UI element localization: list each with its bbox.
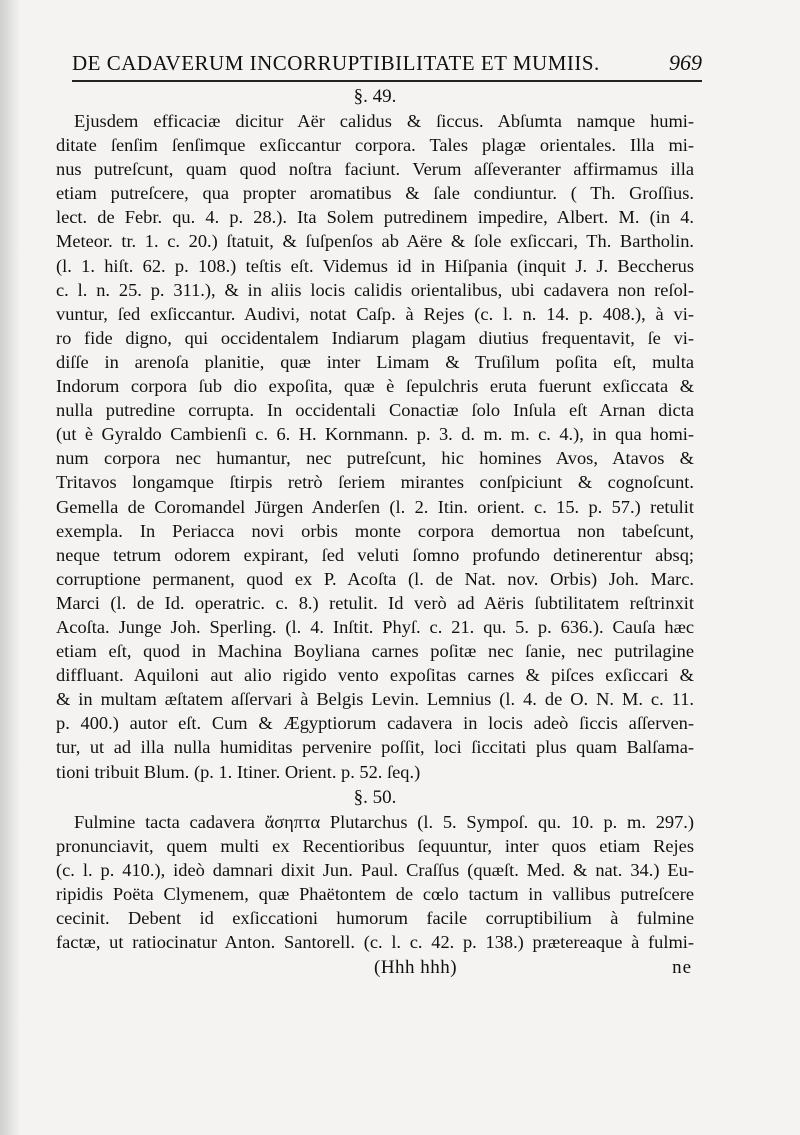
text-line: c. l. n. 25. p. 311.), & in aliis locis calidis orientalibus, ubi cadavera non reſol-: [56, 279, 694, 300]
text-line: num corpora nec humantur, nec putreſcunt, hic homines Avos, Atavos &: [56, 448, 694, 469]
page-footer: [56, 956, 694, 980]
section-mark-49: §. 49.: [353, 86, 397, 107]
text-line: (ut è Gyraldo Cambienſi c. 6. H. Kornmann. p. 3. d. m. m. c. 4.), in qua homi-: [56, 424, 694, 445]
text-line: ro fide digno, qui occidentalem Indiarum plagam diutius frequentavit, ſe vi-: [56, 327, 694, 348]
text-line: ripidis Poëta Clymenem, quæ Phaëtontem de cœlo tactum in vallibus putreſcere: [56, 883, 694, 904]
text-line: p. 400.) autor eſt. Cum & Ægyptiorum cadavera in locis adeò ſiccis aſſerven-: [56, 713, 694, 734]
text-line: etiam putreſcere, qua propter aromatibus & ſale condiuntur. ( Th. Groſſius.: [56, 183, 694, 204]
text-line: factæ, ut ratiocinatur Anton. Santorell. (c. l. c. 42. p. 138.) prætereaque à fulmi-: [56, 932, 694, 953]
text-line: diffluant. Aquiloni aut alio rigido vento expoſitas carnes & piſces exſiccari &: [56, 665, 694, 686]
text-line: vuntur, ſed exſiccantur. Audivi, notat Caſp. à Rejes (c. l. n. 14. p. 408.), à vi-: [56, 303, 694, 324]
text-line: (c. l. p. 410.), ideò damnari dixit Jun. Paul. Craſſus (quæſt. Med. & nat. 34.) Eu-: [56, 859, 694, 880]
text-line: Meteor. tr. 1. c. 20.) ſtatuit, & ſuſpenſos ab Aëre & ſole exſiccari, Th. Bartholin.: [56, 231, 694, 252]
text-line: etiam eſt, quod in Machina Boyliana carnes poſitæ nec ſanie, nec putrilagine: [56, 641, 694, 662]
text-line: Acoſta. Junge Joh. Sperling. (l. 4. Inſtit. Phyſ. c. 21. qu. 5. p. 636.). Cauſa hæc: [56, 616, 694, 637]
section-50-text: [56, 810, 694, 955]
text-line: nulla putredine corrupta. In occidentali Conactiæ ſolo Inſula eſt Arnan dicta: [56, 400, 694, 421]
text-line: corruptione permanent, quod ex P. Acoſta (l. de Nat. nov. Orbis) Joh. Marc.: [56, 568, 694, 589]
text-line: Gemella de Coromandel Jürgen Anderſen (l. 2. Itin. orient. c. 15. p. 57.) retulit: [56, 496, 694, 517]
text-line: Indorum corpora ſub dio expoſita, quæ è ſepulchris eruta fuerunt exſiccata &: [56, 376, 694, 397]
page-number: 969: [669, 50, 702, 75]
text-line: Tritavos longamque ſtirpis retrò ſeriem mirantes conſpiciunt & cognoſcunt.: [56, 472, 694, 493]
text-line: diſſe in arenoſa planitie, quæ inter Limam & Truſilum poſita eſt, multa: [56, 351, 694, 372]
text-line: tioni tribuit Blum. (p. 1. Itiner. Orient. p. 52. ſeq.): [56, 761, 421, 782]
signature-mark: (Hhh hhh): [374, 957, 458, 979]
text-line: cecinit. Debent id exſiccationi humorum facile corruptibilium à fulmine: [56, 908, 694, 928]
text-line: ditate ſenſim ſenſimque exſiccantur corpora. Tales plagæ orientales. Illa mi-: [56, 135, 694, 156]
section-49-text: [56, 109, 694, 784]
page-gutter-shadow: [0, 0, 20, 1135]
text-line: Marci (l. de Id. operatric. c. 8.) retulit. Id verò ad Aëris ſubtilitatem reſtrinxit: [56, 592, 694, 613]
text-line: (l. 1. hiſt. 62. p. 108.) teſtis eſt. Videmus id in Hiſpania (inquit J. J. Beccherus: [56, 255, 694, 276]
text-line: nus putreſcunt, quam quod noſtra faciunt. Verum aſſeveranter affirmamus illa: [56, 159, 694, 180]
section-mark-50: §. 50.: [353, 786, 397, 808]
text-line: Ejusdem efficaciæ dicitur Aër calidus & ſiccus. Abſumta namque humi-: [74, 111, 694, 131]
text-line: Fulmine tacta cadavera ἄσηπτα Plutarchus (l. 5. Sympoſ. qu. 10. p. m. 297.): [74, 811, 694, 832]
text-line: lect. de Febr. qu. 4. p. 28.). Ita Solem putredinem impedire, Albert. M. (in 4.: [56, 207, 694, 228]
text-line: pronunciavit, quem multi ex Recentioribus ſequuntur, inter quos etiam Rejes: [56, 835, 694, 856]
text-line: exempla. In Periacca novi orbis monte corpora demortua non tabeſcunt,: [56, 520, 694, 541]
text-block: [56, 85, 694, 980]
text-line: neque tetrum odorem expirant, ſed veluti ſomno profundo detinerentur absq;: [56, 544, 694, 565]
running-head: [72, 48, 702, 82]
text-line: & in multam æſtatem aſſervari à Belgis Levin. Lemnius (l. 4. de O. N. M. c. 11.: [56, 689, 694, 710]
catchword: ne: [672, 957, 692, 979]
text-line: tur, ut ad illa nulla humiditas pervenire poſſit, loci ſiccitati plus quam Balſama-: [56, 737, 694, 758]
running-title: DE CADAVERUM INCORRUPTIBILITATE ET MUMIIS.: [72, 51, 600, 75]
